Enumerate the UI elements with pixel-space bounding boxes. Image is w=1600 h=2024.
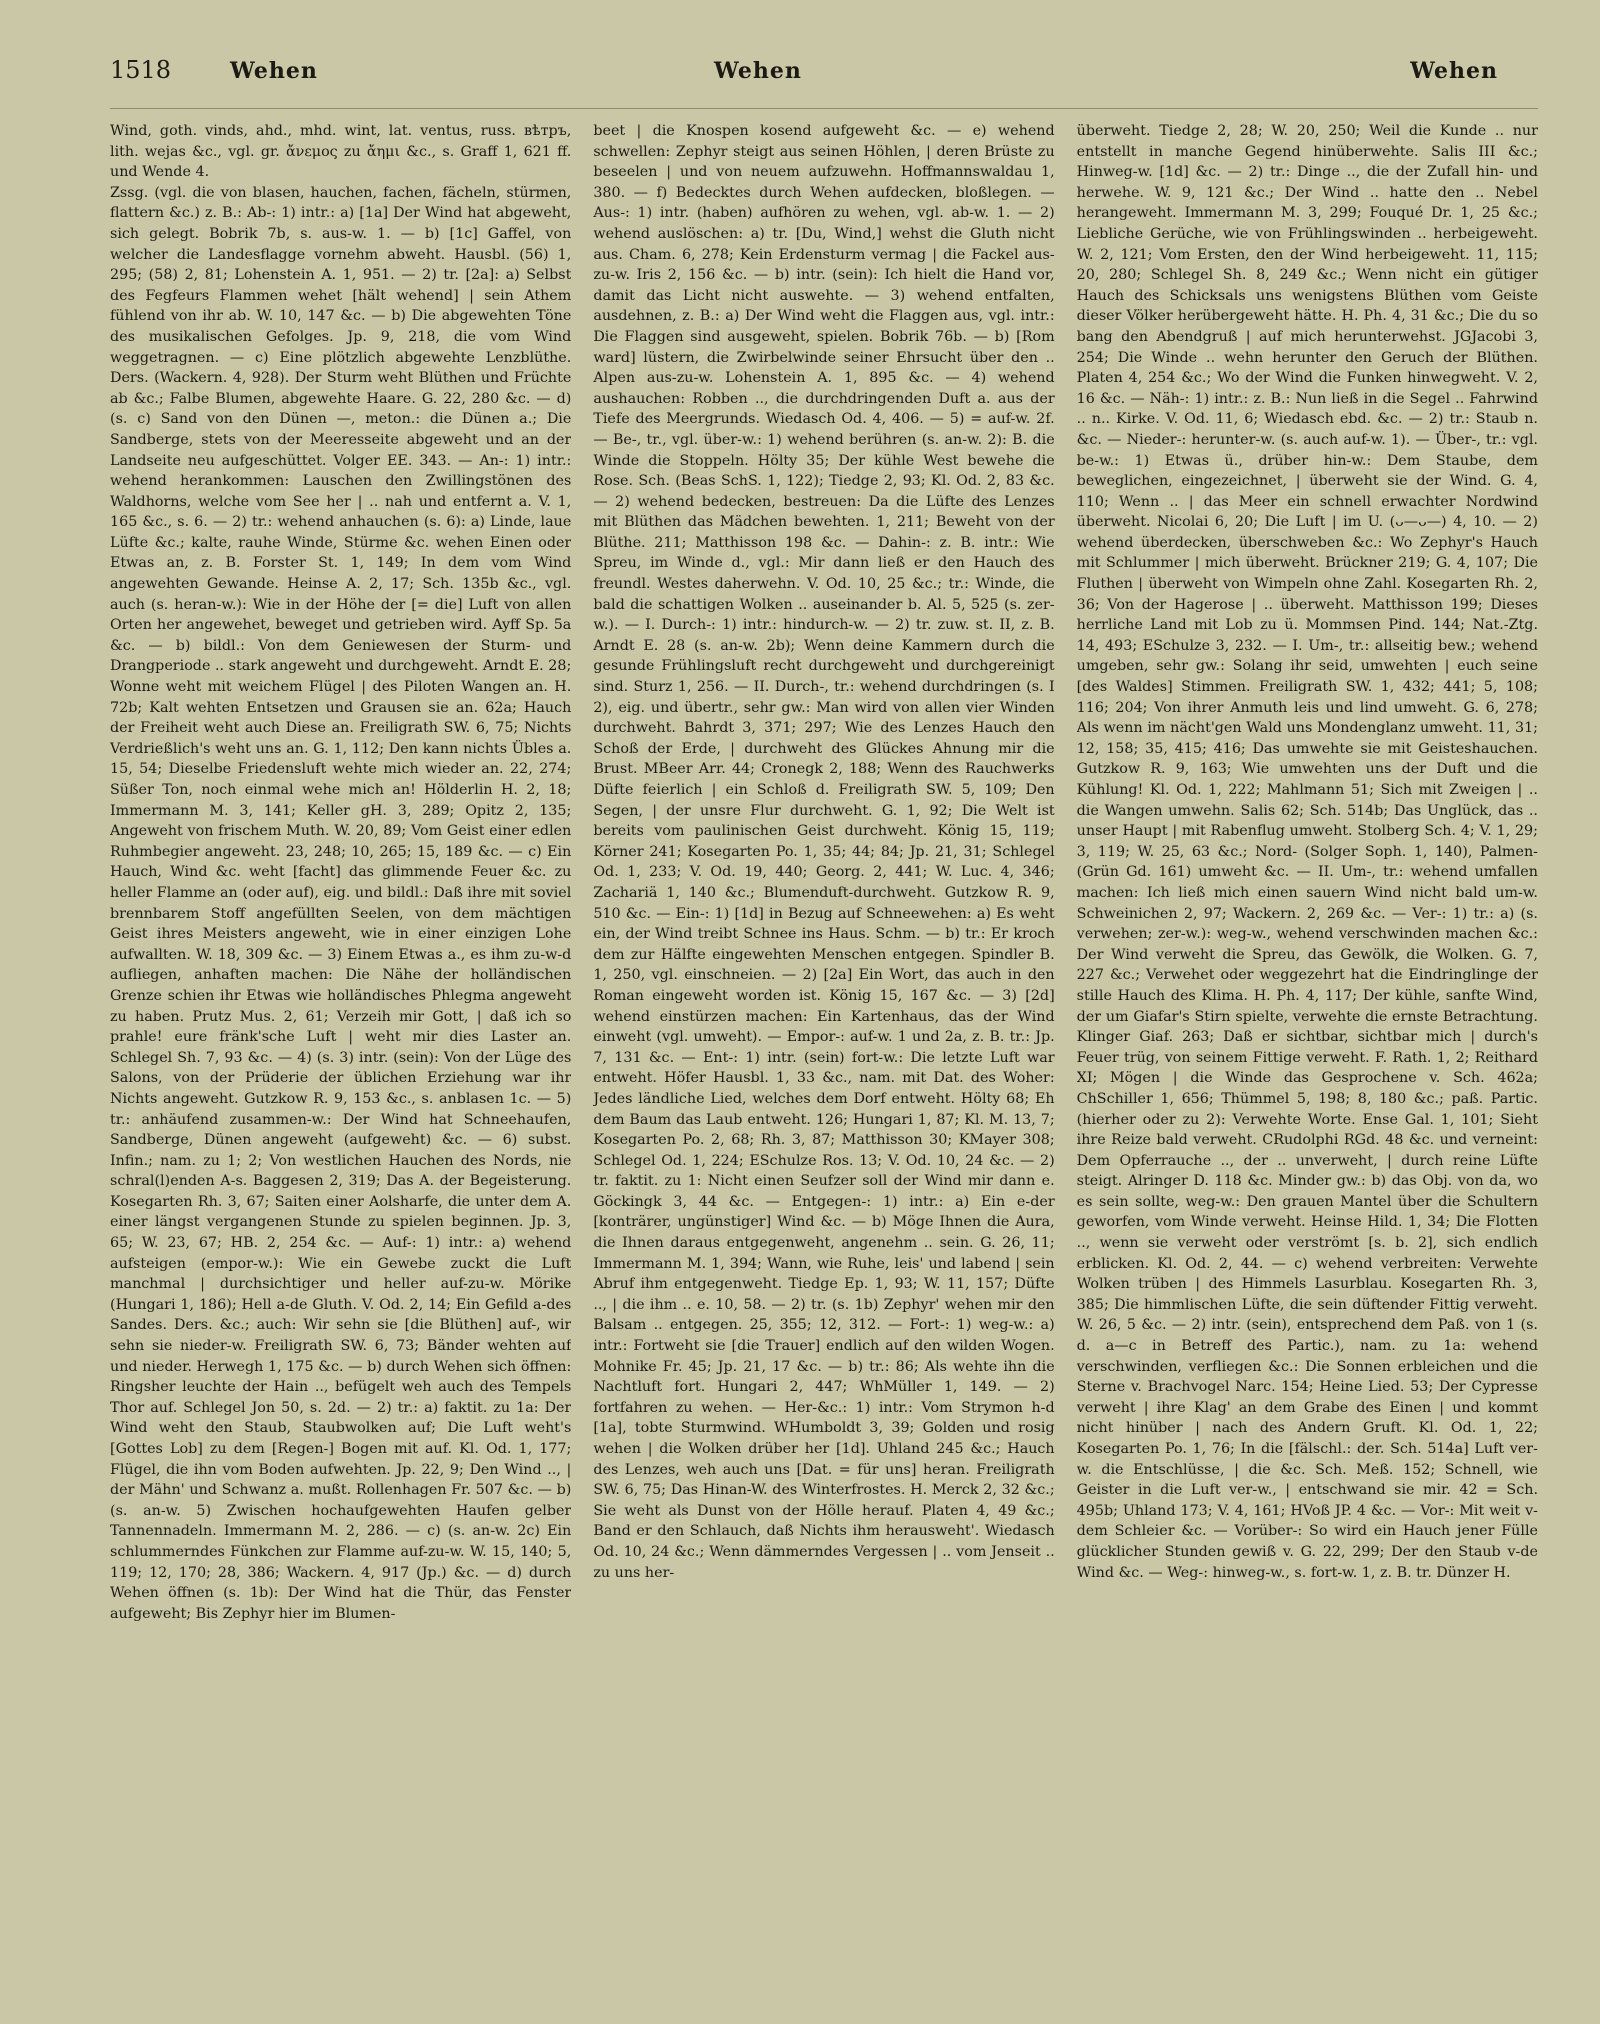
column-right — [1077, 121, 1538, 2001]
running-headword-center: Wehen — [714, 58, 802, 84]
text-columns — [110, 121, 1538, 2001]
page-number: 1518 — [110, 56, 172, 84]
column-middle — [593, 121, 1054, 2001]
column-right-text: überweht. Tiedge 2, 28; W. 20, 250; Weil die Kunde .. nur entstellt in manche Gegend hinüberwehte. Salis III &c.; Hinweg-w. [1d] &c. — 2) tr.: Dinge .., die der Zufall hin- und herwehe. W. 9, 121 &c.; Der Wind .. hatte den .. Nebel herangeweht. Immermann M. 3, 299; Fouqué Dr. 1, 25 &c.; Liebliche Gerüche, wie von Frühlingswinden .. herbeigeweht. W. 2, 121; Vom Ersten, den der Wind herbeigeweht. 11, 115; 20, 280; Schlegel Sh. 8, 249 &c.; Wenn nicht ein gütiger Hauch des Schicksals uns wenigstens Blüthen vom Geiste dieser Völker herübergeweht hätte. H. Ph. 4, 31 &c.; Die du so bang den Abendgruß | auf mich herunterwehst. JGJacobi 3, 254; Die Winde .. wehn herunter den Geruch der Blüthen. Platen 4, 254 &c.; Wo der Wind die Funken hinwegweht. V. 2, 16 &c. — Näh-: 1) intr.: z. B.: Nun ließ in die Segel .. Fahrwind .. n.. Kirke. V. Od. 11, 6; Wiedasch ebd. &c. — 2) tr.: Staub n. &c. — Nieder-: herunter-w. (s. auch auf-w. 1). — Über-, tr.: vgl. be-w.: 1) Etwas ü., drüber hin-w.: Dem Staube, dem beweglichen, eingezeichnet, | überweht sie der Wind. G. 4, 110; Wenn .. | das Meer ein schnell erwachter Nordwind überweht. Nicolai 6, 20; Die Luft | im U. (ᴗ—ᴗ—) 4, 10. — 2) wehend überdecken, überschweben &c.: Wo Zephyr's Hauch mit Schlummer | mich überweht. Brückner 219; G. 4, 107; Die Fluthen | überweht von Wimpeln ohne Zahl. Kosegarten Rh. 2, 36; Von der Hagerose | .. überweht. Matthisson 199; Dieses herrliche Land mit Lob zu ü. Mommsen Pind. 144; Nat.-Ztg. 14, 493; ESchulze 3, 232. — I. Um-, tr.: allseitig bew.; wehend umgeben, sehr gw.: Solang ihr seid, umwehten | euch seine [des Waldes] Stimmen. Freiligrath SW. 1, 432; 441; 5, 108; 116; 204; Von ihrer Anmuth leis und lind umweht. G. 6, 278; Als wenn im nächt'gen Wald uns Mondenglanz umweht. 11, 31; 12, 158; 35, 415; 416; Das umwehte sie mit Geisteshauchen. Gutzkow R. 9, 163; Wie umwehten uns der Duft und die Kühlung! Kl. Od. 1, 222; Mahlmann 51; Sich mit Zweigen | .. die Wangen umwehn. Salis 62; Sch. 514b; Das Unglück, das .. unser Haupt | mit Rabenflug umweht. Stolberg Sch. 4; V. 1, 29; 3, 119; W. 25, 63 &c.; Nord- (Solger Soph. 1, 140), Palmen- (Grün Gd. 161) umweht &c. — II. Um-, tr.: wehend umfallen machen: Ich ließ mich einen sauern Wind nicht bald um-w. Schweinichen 2, 97; Wackern. 2, 269 &c. — Ver-: 1) tr.: a) (s. verwehen; zer-w.): weg-w., wehend verschwinden machen &c.: Der Wind verweht die Spreu, das Gewölk, die Wolken. G. 7, 227 &c.; Verwehet oder weggezehrt hat die Eindringlinge der stille Hauch des Klima. H. Ph. 4, 117; Der kühle, sanfte Wind, der um Giafar's Stirn spielte, verwehte die ernste Betrachtung. Klinger Giaf. 263; Daß er sichtbar, sichtbar mich | durch's Feuer trüg, von seinem Fittige verweht. F. Rath. 1, 2; Reithard XI; Mögen | die Winde das Gesprochene v. Sch. 462a; ChSchiller 1, 656; Thümmel 5, 198; 8, 180 &c.; paß. Partic. (hierher oder zu 2): Verwehte Worte. Ense Gal. 1, 101; Sieht ihre Reize bald verweht. CRudolphi RGd. 48 &c. und verneint: Dem Opferrauche .., der .. unverweht, | durch reine Lüfte steigt. Alringer D. 118 &c. Minder gw.: b) das Obj. von da, wo es sein sollte, weg-w.: Den grauen Mantel über die Schultern geworfen, vom Winde verweht. Heinse Hild. 1, 34; Die Flotten .., wenn sie verweht oder verströmt [s. b. 2], sich endlich erblicken. Kl. Od. 2, 44. — c) wehend verbreiten: Verwehte Wolken trüben | des Himmels Lasurblau. Kosegarten Rh. 3, 385; Die himmlischen Lüfte, die sein düftender Fittig verweht. W. 26, 5 &c. — 2) intr. (sein), entsprechend dem Paß. von 1 (s. d. a—c in Betreff des Partic.), nam. zu 1a: wehend verschwinden, verfliegen &c.: Die Sonnen erbleichen und die Sterne v. Brachvogel Narc. 154; Heine Lied. 53; Der Cypresse verweht | ihre Klag' an dem Grabe des Einen | und kommt nicht hinüber | nach des Andern Gruft. Kl. Od. 1, 22; Kosegarten Po. 1, 76; In die [fälschl.: der. Sch. 514a] Luft ver-w. die Entschlüsse, | die &c. Sch. Meß. 152; Schnell, wie Geister in die Luft ver-w., | entschwand sie mir. 42 = Sch. 495b; Uhland 173; V. 4, 161; HVoß JP. 4 &c. — Vor-: Mit weit v-dem Schleier &c. — Vorüber-: So wird ein Hauch jener Fülle glücklicher Stunden gewiß v. G. 22, 299; Der den Staub v-de Wind &c. — Weg-: hinweg-w., s. fort-w. 1, z. B. tr. Dünzer H. — [1076, 123, 1538, 1581]
running-headword-left: Wehen — [230, 58, 318, 84]
column-middle-text: beet | die Knospen kosend aufgeweht &c. — e) wehend schwellen: Zephyr steigt aus seinen Höhlen, | deren Brüste zu beseelen | und von neuem aufzuwehn. Hoffmannswaldau 1, 380. — f) Bedecktes durch Wehen aufdecken, bloßlegen. — Aus-: 1) intr. (haben) aufhören zu wehen, vgl. ab-w. 1. — 2) wehend auslöschen: a) tr. [Du, Wind,] wehst die Gluth nicht aus. Cham. 6, 278; Kein Erdensturm vermag | die Fackel aus-zu-w. Iris 2, 156 &c. — b) intr. (sein): Ich hielt die Hand vor, damit das Licht nicht auswehte. — 3) wehend entfalten, ausdehnen, z. B.: a) Der Wind weht die Flaggen aus, vgl. intr.: Die Flaggen sind ausgeweht, spielen. Bobrik 76b. — b) [Rom ward] lüstern, die Zwirbelwinde seiner Ehrsucht über den .. Alpen aus-zu-w. Lohenstein A. 1, 895 &c. — 4) wehend aushauchen: Robben .., die durchdringenden Duft a. aus der Tiefe des Meergrunds. Wiedasch Od. 4, 406. — 5) = auf-w. 2f. — Be-, tr., vgl. über-w.: 1) wehend berühren (s. an-w. 2): B. die Winde die Stoppeln. Hölty 35; Der kühle West bewehe die Rose. Sch. (Beas SchS. 1, 122); Tiedge 2, 93; Kl. Od. 2, 83 &c. — 2) wehend bedecken, bestreuen: Da die Lüfte des Lenzes mit Blüthen das Mädchen bewehten. 1, 211; Beweht von der Blüthe. 211; Matthisson 198 &c. — Dahin-: z. B. intr.: Wie Spreu, im Winde d., vgl.: Mir dann ließ er den Hauch des freundl. Westes daherwehn. V. Od. 10, 25 &c.; tr.: Winde, die bald die schattigen Wolken .. auseinander b. Al. 5, 525 (s. zer-w.). — I. Durch-: 1) intr.: hindurch-w. — 2) tr. zuw. st. II, z. B. Arndt E. 28 (s. an-w. 2b); Wenn deine Kammern durch die gesunde Frühlingsluft recht durchgeweht und durchgereinigt sind. Sturz 1, 256. — II. Durch-, tr.: wehend durchdringen (s. I 2), eig. und übertr., sehr gw.: Man wird von allen vier Winden durchweht. Bahrdt 3, 371; 297; Wie des Lenzes Hauch den Schoß der Erde, | durchweht des Glückes Ahnung mir die Brust. MBeer Arr. 44; Cronegk 2, 188; Wenn des Rauchwerks Düfte feierlich | ein Schloß d. Freiligrath SW. 5, 109; Den Segen, | der unsre Flur durchweht. G. 1, 92; Die Welt ist bereits vom paulinischen Geist durchweht. König 15, 119; Körner 241; Kosegarten Po. 1, 35; 44; 84; Jp. 21, 31; Schlegel Od. 1, 233; V. Od. 19, 440; Georg. 2, 441; W. Luc. 4, 346; Zachariä 1, 140 &c.; Blumenduft-durchweht. Gutzkow R. 9, 510 &c. — Ein-: 1) [1d] in Bezug auf Schneewehen: a) Es weht ein, der Wind treibt Schnee ins Haus. Schm. — b) tr.: Er kroch dem zur Hälfte eingewehten Menschen entgegen. Spindler B. 1, 250, vgl. einschneien. — 2) [2a] Ein Wort, das auch in den Roman eingeweht worden ist. König 15, 167 &c. — 3) [2d] wehend einstürzen machen: Ein Kartenhaus, das der Wind einweht (vgl. umweht). — Empor-: auf-w. 1 und 2a, z. B. tr.: Jp. 7, 131 &c. — Ent-: 1) intr. (sein) fort-w.: Die letzte Luft war entweht. Höfer Hausbl. 1, 33 &c., nam. mit Dat. des Woher: Jedes ländliche Lied, welches dem Dorf entweht. Hölty 68; Eh dem Baum das Laub entweht. 126; Hungari 1, 87; Kl. M. 13, 7; Kosegarten Po. 2, 68; Rh. 3, 87; Matthisson 30; KMayer 308; Schlegel Od. 1, 224; ESchulze Ros. 13; V. Od. 10, 24 &c. — 2) tr. faktit. zu 1: Nicht einen Seufzer soll der Wind mir dann e. Göckingk 3, 44 &c. — Entgegen-: 1) intr.: a) Ein e-der [konträrer, ungünstiger] Wind &c. — b) Möge Ihnen die Aura, die Ihnen daraus entgegenweht, angenehm .. sein. G. 26, 11; Immermann M. 1, 394; Wann, wie Ruhe, leis' und labend | sein Abruf ihm entgegenweht. Tiedge Ep. 1, 93; W. 11, 157; Düfte .., | die ihm .. e. 10, 58. — 2) tr. (s. 1b) Zephyr' wehen mir den Balsam .. entgegen. 25, 355; 12, 312. — Fort-: 1) weg-w.: a) intr.: Fortweht sie [die Trauer] endlich auf den wilden Wogen. Mohnike Fr. 45; Jp. 21, 17 &c. — b) tr.: 86; Als wehte ihn die Nachtluft fort. Hungari 2, 447; WhMüller 1, 149. — 2) fortfahren zu wehen. — Her-&c.: 1) intr.: Vom Strymon h-d [1a], tobte Sturmwind. WHumboldt 3, 39; Golden und rosig wehen | die Wolken drüber her [1d]. Uhland 245 &c.; Hauch des Lenzes, weh auch uns [Dat. = für uns] heran. Freiligrath SW. 6, 75; Das Hinan-W. des Winterfrostes. H. Merck 2, 32 &c.; Sie weht als Dunst von der Hölle herauf. Platen 4, 49 &c.; Band er den Schlauch, daß Nichts ihm herausweht'. Wiedasch Od. 10, 24 &c.; Wenn dämmerndes Vergessen | .. vom Jenseit .. zu uns her- — [593, 123, 1055, 1581]
column-left — [110, 121, 571, 2001]
column-left-text: Zssg. (vgl. die von blasen, hauchen, fachen, fächeln, stürmen, flattern &c.) z. B.: Ab-: 1) intr.: a) [1a] Der Wind hat abgeweht, sich gelegt. Bobrik 7b, s. aus-w. 1. — b) [1c] Gaffel, von welcher die Landesflagge vornehm abweht. Hausbl. (56) 1, 295; (58) 2, 81; Lohenstein A. 1, 951. — 2) tr. [2a]: a) Selbst des Fegfeurs Flammen wehet [hält wehend] | sein Athem fühlend von ihr ab. W. 10, 147 &c. — b) Die abgewehten Töne des musikalischen Gefolges. Jp. 9, 218, die vom Wind weggetragnen. — c) Eine plötzlich abgewehte Lenzblüthe. Ders. (Wackern. 4, 928). Der Sturm weht Blüthen und Früchte ab &c.; Falbe Blumen, abgewehte Haare. G. 22, 280 &c. — d) (s. c) Sand von den Dünen —, meton.: die Dünen a.; Die Sandberge, stets von der Meeresseite abgeweht und an der Landseite neu aufgeschüttet. Volger EE. 343. — An-: 1) intr.: wehend herankommen: Lauschen den Zwillingstönen des Waldhorns, welche vom See her | .. nah und entfernt a. V. 1, 165 &c., s. 6. — 2) tr.: wehend anhauchen (s. 6): a) Linde, laue Lüfte &c.; kalte, rauhe Winde, Stürme &c. wehen Einen oder Etwas an, z. B. Forster St. 1, 149; In dem vom Wind angewehten Gewande. Heinse A. 2, 17; Sch. 135b &c., vgl. auch (s. heran-w.): Wie in der Höhe der [= die] Luft von allen Orten her angewehet, beweget und getrieben wird. Ayff Sp. 5a &c. — b) bildl.: Von dem Geniewesen der Sturm- und Drangperiode .. stark angeweht und durchgeweht. Arndt E. 28; Wonne weht mit weichem Flügel | des Piloten Wangen an. H. 72b; Kalt wehten Entsetzen und Grausen sie an. 62a; Hauch der Freiheit weht auch Diese an. Freiligrath SW. 6, 75; Nichts Verdrießlich's weht uns an. G. 1, 112; Den kann nichts Übles a. 15, 54; Dieselbe Friedensluft wehte mich wieder an. 22, 274; Süßer Ton, noch einmal wehe mich an! Hölderlin H. 2, 18; Immermann M. 3, 141; Keller gH. 3, 289; Opitz 2, 135; Angeweht von frischem Muth. W. 20, 89; Vom Geist einer edlen Ruhmbegier angeweht. 23, 248; 10, 265; 15, 189 &c. — c) Ein Hauch, Wind &c. weht [facht] das glimmende Feuer &c. zu heller Flamme an (oder auf), eig. und bildl.: Daß ihre mit soviel brennbarem Stoff angefüllten Seelen, von dem mächtigen Geist ihres Meisters angeweht, wie in einer einzigen Lohe aufwallten. W. 18, 309 &c. — 3) Einem Etwas a., es ihm zu-w-d aufliegen, anhaften machen: Die Nähe der holländischen Grenze schien ihr Etwas wie holländisches Phlegma angeweht zu haben. Prutz Mus. 2, 61; Verzeih mir Gott, | daß ich so prahle! eure fränk'sche Luft | weht mir dies Laster an. Schlegel Sh. 7, 93 &c. — 4) (s. 3) intr. (sein): Von der Lüge des Salons, von der Prüderie der üblichen Erziehung war ihr Nichts angeweht. Gutzkow R. 9, 153 &c., s. anblasen 1c. — 5) tr.: anhäufend zusammen-w.: Der Wind hat Schneehaufen, Sandberge, Dünen angeweht (aufgeweht) &c. — 6) subst. Infin.; nam. zu 1; 2; Von westlichen Hauchen des Nords, nie schral(l)enden A-s. Baggesen 2, 319; Das A. der Begeisterung. Kosegarten Rh. 3, 67; Saiten einer Aolsharfe, die unter dem A. einer längst vergangenen Stunde zu spielen beginnen. Jp. 3, 65; W. 23, 67; HB. 2, 254 &c. — Auf-: 1) intr.: a) wehend aufsteigen (empor-w.): Wie ein Gewebe zuckt die Luft manchmal | durchsichtiger und heller auf-zu-w. Mörike (Hungari 1, 186); Hell a-de Gluth. V. Od. 2, 14; Ein Gefild a-des Sandes. Ders. &c.; auch: Wir sehn sie [die Blüthen] auf-, wir sehn sie nieder-w. Freiligrath SW. 6, 73; Bänder wehten auf und nieder. Herwegh 1, 175 &c. — b) durch Wehen sich öffnen: Ringsher leuchte der Hain .., befügelt weh auch des Tempels Thor auf. Schlegel Jon 50, s. 2d. — 2) tr.: a) faktit. zu 1a: Der Wind weht den Staub, Staubwolken auf; Die Luft weht's [Gottes Lob] zu dem [Regen-] Bogen mit auf. Kl. Od. 1, 177; Flügel, die ihn vom Boden aufwehten. Jp. 22, 9; Den Wind .., | der Mähn' und Schwanz a. mußt. Rollenhagen Fr. 507 &c. — b) (s. an-w. 5) Zwischen hochaufgewehten Haufen gelber Tannennadeln. Immermann M. 2, 286. — c) (s. an-w. 2c) Ein schlummerndes Fünkchen zur Flamme auf-zu-w. W. 15, 140; 5, 119; 12, 170; 28, 386; Wackern. 4, 917 (Jp.) &c. — d) durch Wehen öffnen (s. 1b): Der Wind hat die Thür, das Fenster aufgeweht; Bis Zephyr hier im Blumen- — [110, 184, 572, 1622]
column-left-text: Wind, goth. vinds, ahd., mhd. wint, lat. ventus, russ. вѣтръ, lith. wejas &c., vgl. gr. ἄνεμος zu ἄημι &c., s. Graff 1, 621 ff. und Wende 4. — [110, 123, 572, 181]
page-header — [110, 56, 1538, 109]
running-headword-right: Wehen — [1410, 58, 1498, 84]
